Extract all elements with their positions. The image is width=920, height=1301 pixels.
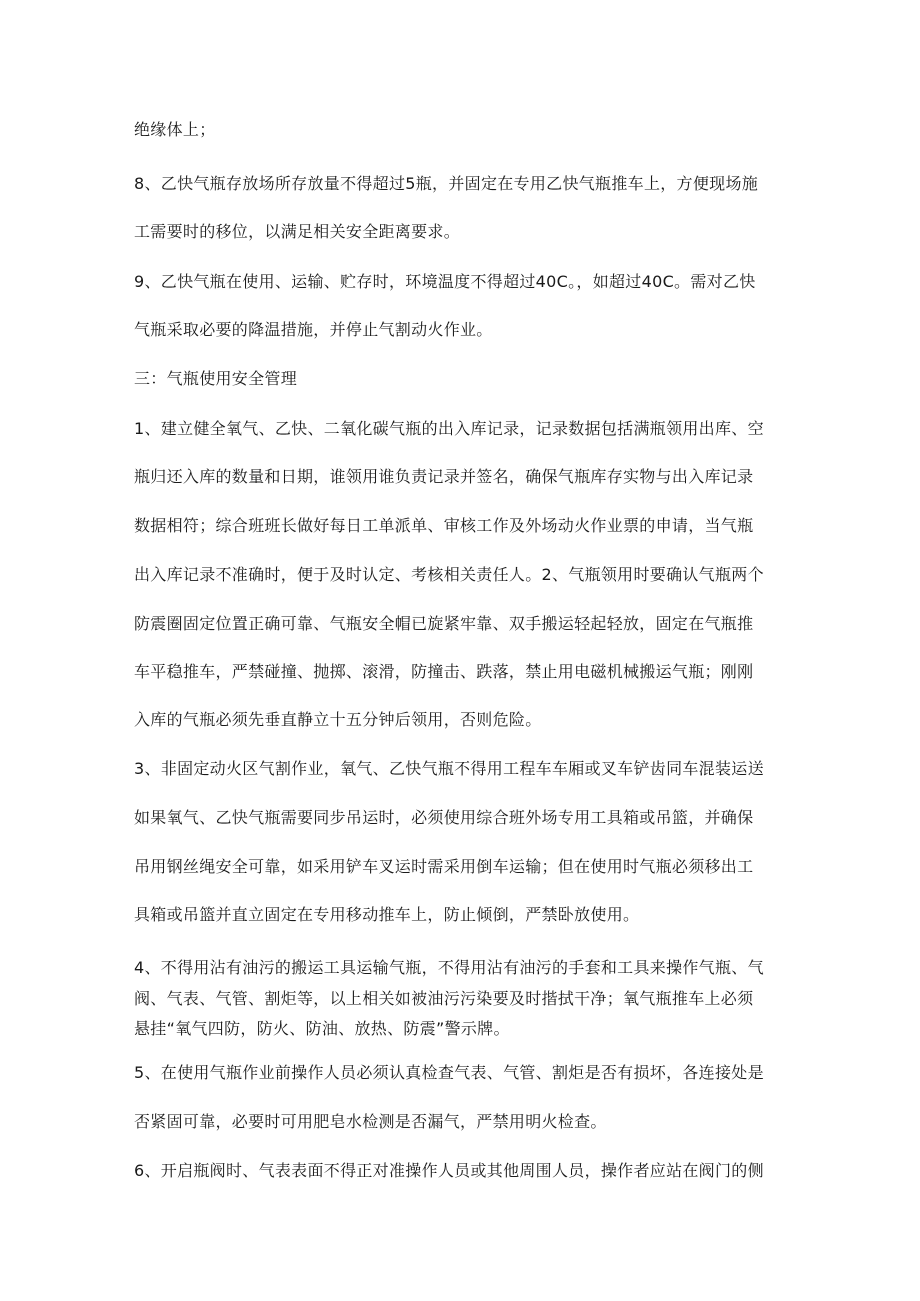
text-line: 9、乙快气瓶在使用、运输、贮存时，环境温度不得超过40C。，如超过40C。需对乙快 <box>134 272 756 291</box>
text-line: 数据相符；综合班班长做好每日工单派单、审核工作及外场动火作业票的申请，当气瓶 <box>134 516 754 535</box>
text-line: 车平稳推车，严禁碰撞、抛掷、滚滑，防撞击、跌落，禁止用电磁机械搬运气瓶；刚刚 <box>134 662 754 681</box>
text-line: 如果氧气、乙快气瓶需要同步吊运时，必须使用综合班外场专用工具箱或吊篮，并确保 <box>134 808 754 827</box>
text-line: 具箱或吊篮并直立固定在专用移动推车上，防止倾倒，严禁卧放使用。 <box>134 905 640 924</box>
text-line: 防震圈固定位置正确可靠、气瓶安全帽已旋紧牢靠、双手搬运轻起轻放，固定在气瓶推 <box>134 614 754 633</box>
text-line: 4、不得用沾有油污的搬运工具运输气瓶，不得用沾有油污的手套和工具来操作气瓶、气 <box>134 958 764 977</box>
text-line: 阀、气表、气管、割炬等，以上相关如被油污污染要及时揩拭干净；氧气瓶推车上必须 <box>134 989 754 1008</box>
text-line: 工需要时的移位，以满足相关安全距离要求。 <box>134 222 461 241</box>
text-line: 瓶归还入库的数量和日期，谁领用谁负责记录并签名，确保气瓶库存实物与出入库记录 <box>134 467 754 486</box>
section-heading: 三：气瓶使用安全管理 <box>134 369 298 388</box>
text-line: 出入库记录不准确时，便于及时认定、考核相关责任人。2、气瓶领用时要确认气瓶两个 <box>134 565 764 584</box>
text-line: 3、非固定动火区气割作业，氧气、乙快气瓶不得用工程车车厢或叉车铲齿同车混装运送 <box>134 759 764 778</box>
text-line: 气瓶采取必要的降温措施，并停止气割动火作业。 <box>134 320 493 339</box>
text-line: 6、开启瓶阀时、气表表面不得正对准操作人员或其他周围人员，操作者应站在阀门的侧 <box>134 1161 764 1180</box>
text-line: 8、乙快气瓶存放场所存放量不得超过5瓶，并固定在专用乙快气瓶推车上，方便现场施 <box>134 174 759 193</box>
text-line: 否紧固可靠，必要时可用肥皂水检测是否漏气，严禁用明火检查。 <box>134 1112 607 1131</box>
text-line: 5、在使用气瓶作业前操作人员必须认真检查气表、气管、割炬是否有损坏，各连接处是 <box>134 1063 764 1082</box>
text-line: 绝缘体上； <box>134 120 216 139</box>
text-line: 悬挂“氧气四防，防火、防油、放热、防震”警示牌。 <box>134 1019 510 1038</box>
text-line: 1、建立健全氧气、乙快、二氧化碳气瓶的出入库记录，记录数据包括满瓶领用出库、空 <box>134 419 764 438</box>
text-line: 吊用钢丝绳安全可靠，如采用铲车叉运时需采用倒车运输；但在使用时气瓶必须移出工 <box>134 857 754 876</box>
text-line: 入库的气瓶必须先垂直静立十五分钟后领用，否则危险。 <box>134 710 542 729</box>
